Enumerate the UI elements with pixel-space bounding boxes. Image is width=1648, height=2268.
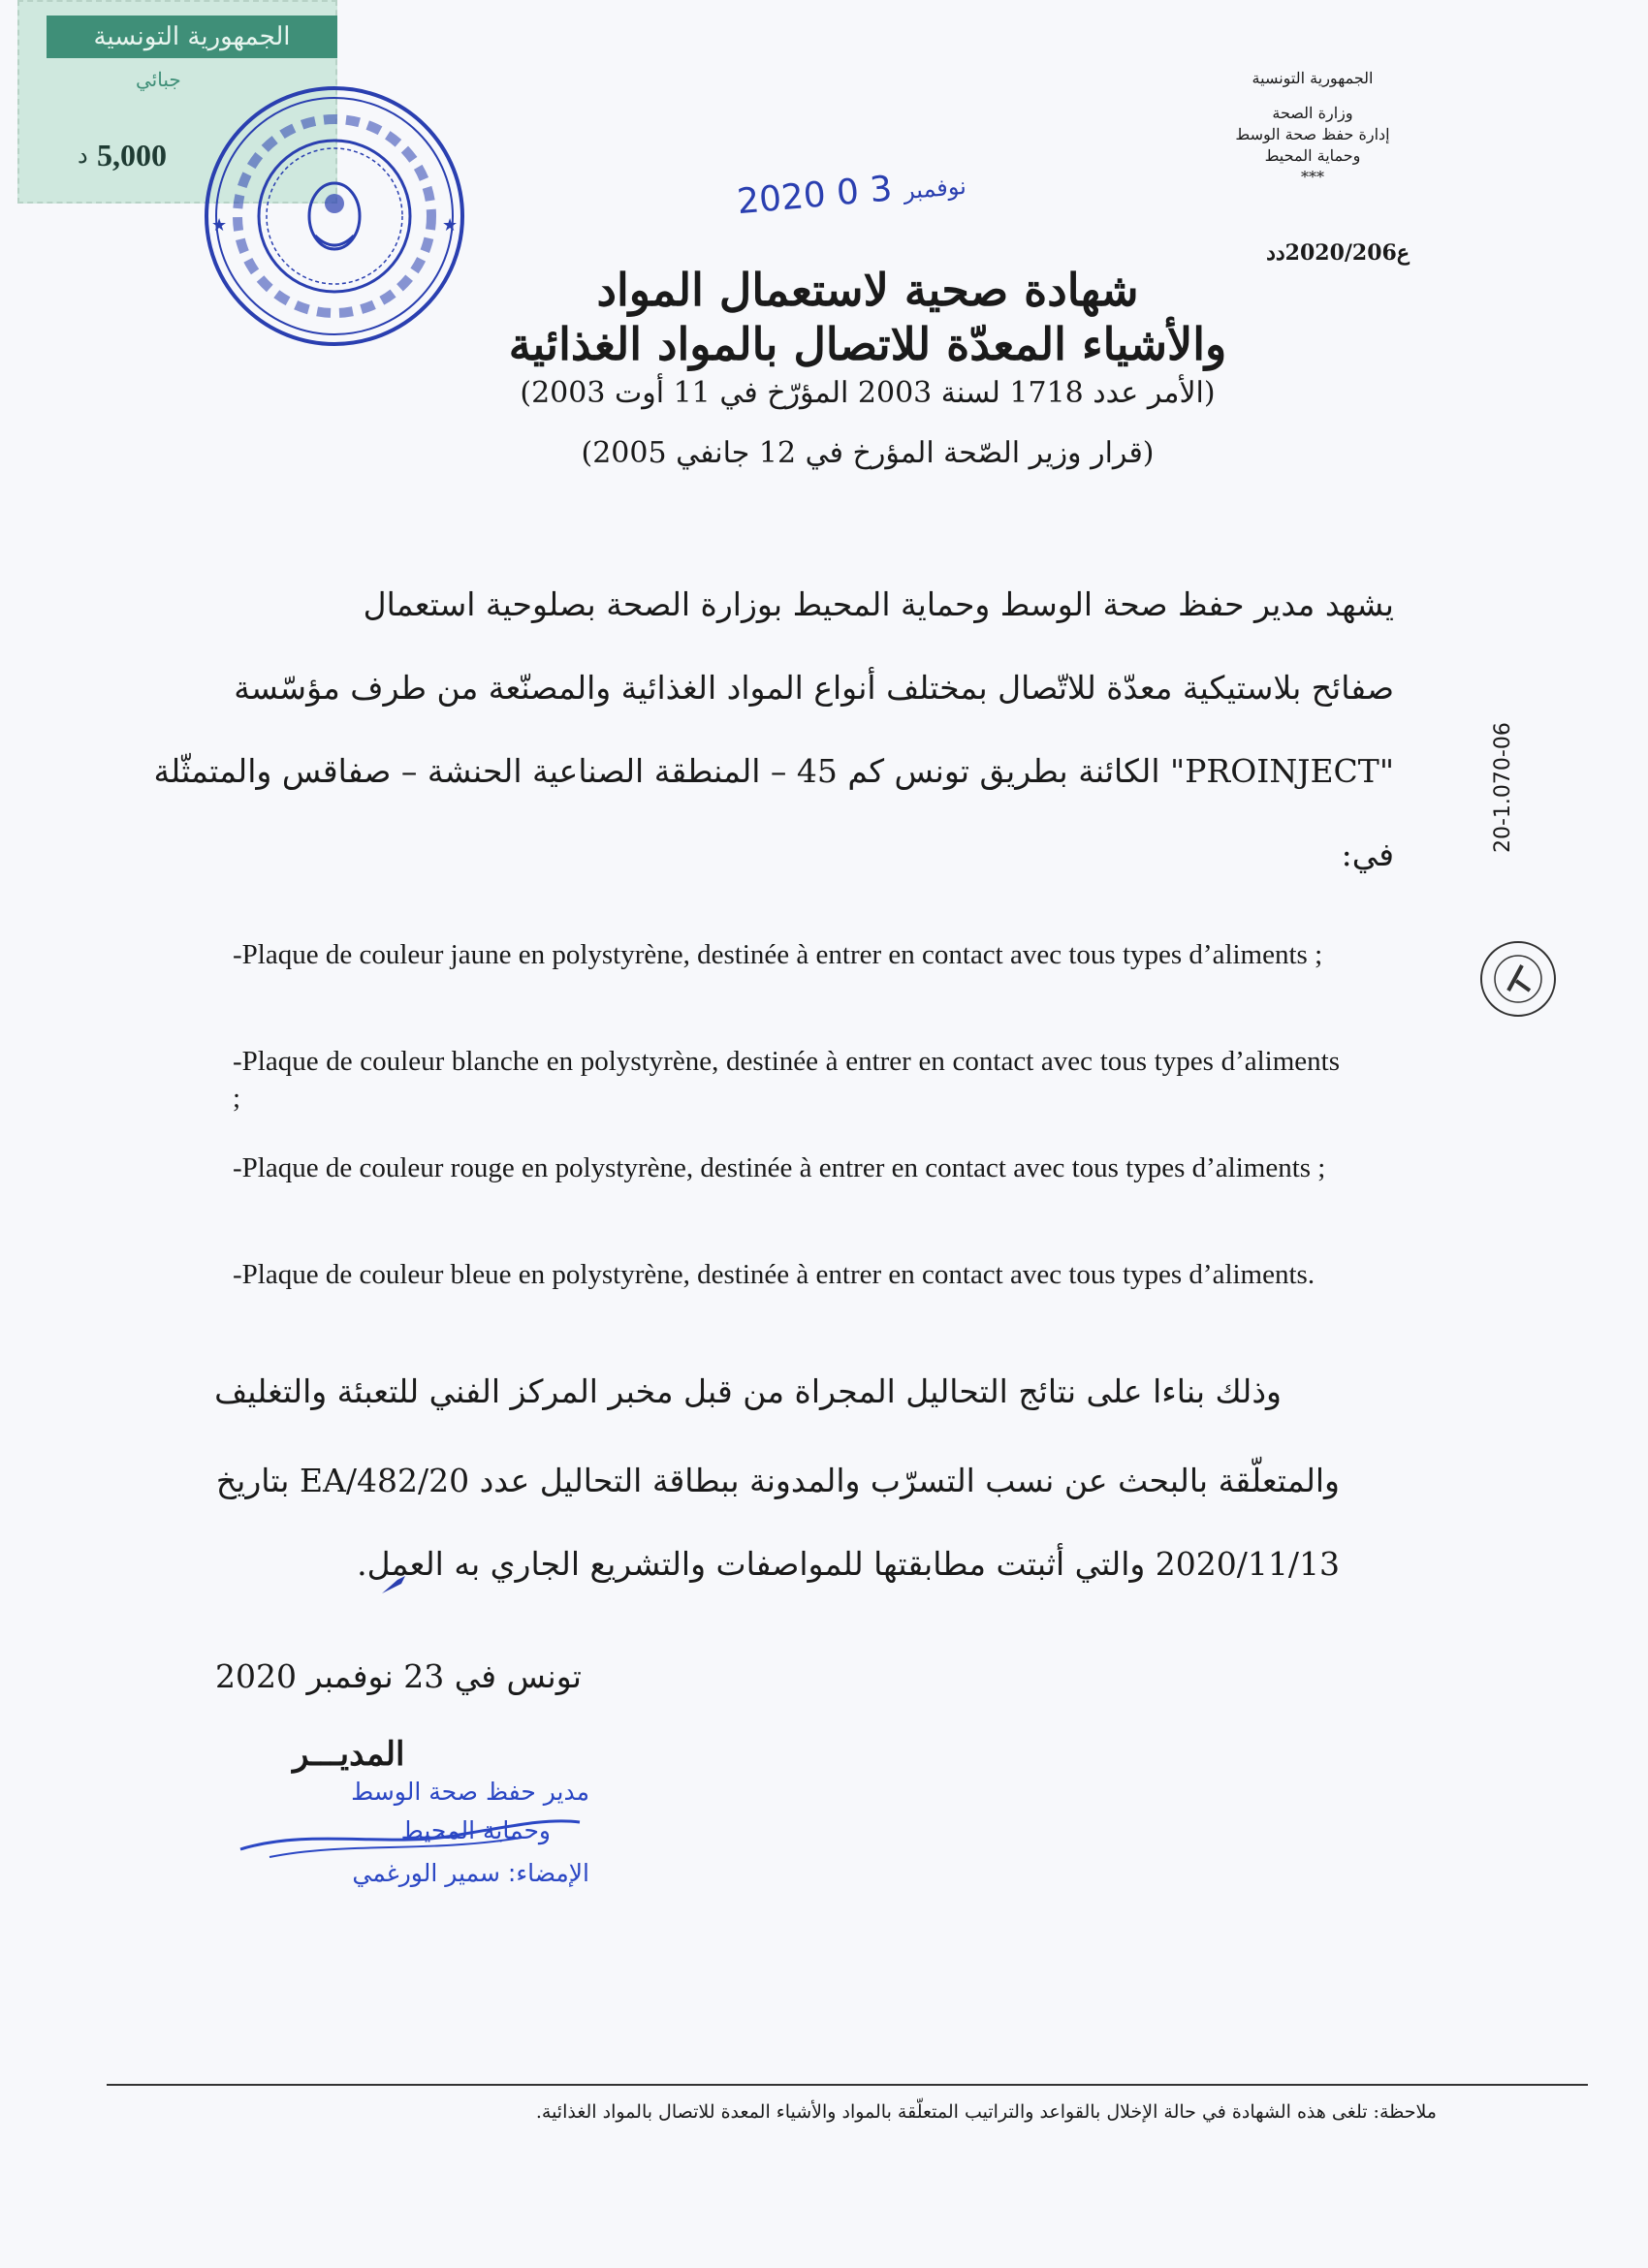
- ministry-name: وزارة الصحة: [1272, 104, 1353, 122]
- department-line-2: وحماية المحيط: [1264, 146, 1361, 165]
- department-line-1: إدارة حفظ صحة الوسط: [1235, 125, 1390, 143]
- handwritten-signature-icon: [231, 1799, 589, 1867]
- document-title-line-1: شهادة صحية لاستعمال المواد: [596, 264, 1139, 316]
- document-title-line-2: والأشياء المعدّة للاتصال بالمواد الغذائية: [508, 318, 1227, 370]
- date-stamp-month: نوفمبر: [902, 172, 967, 205]
- small-round-stamp-icon: [1477, 938, 1559, 1020]
- product-item: -Plaque de couleur jaune en polystyrène, destinée à entrer en contact avec tous types d’aliments ;: [233, 939, 1323, 970]
- received-date-stamp: [736, 163, 967, 222]
- pen-check-icon: [380, 1572, 411, 1597]
- analysis-line: وذلك بناءا على نتائج التحاليل المجراة من قبل مخبر المركز الفني للتعبئة والتغليف: [214, 1372, 1282, 1410]
- country-name: الجمهورية التونسية: [1252, 69, 1374, 87]
- footer-note: ملاحظة: تلغى هذه الشهادة في حالة الإخلال بالقواعد والتراتيب المتعلّقة بالمواد والأشياء المعدة للاتصال بالمواد الغذائية.: [535, 2101, 1437, 2123]
- signature-block: [231, 1770, 589, 1915]
- fiscal-stamp-value: 5,000: [97, 138, 167, 173]
- product-item: -Plaque de couleur rouge en polystyrène, destinée à entrer en contact avec tous types d’aliments ;: [233, 1152, 1326, 1183]
- signature-line-3: الإمضاء: سمير الورغمي: [352, 1859, 589, 1887]
- legal-reference-order: (قرار وزير الصّحة المؤرخ في 12 جانفي 2005): [581, 436, 1155, 470]
- date-stamp-year: 2020: [735, 174, 828, 223]
- analysis-line: 2020/11/13 والتي أثبتت مطابقتها للمواصفات والتشريع الجاري به العمل.: [357, 1545, 1340, 1583]
- issue-place-date: تونس في 23 نوفمبر 2020: [215, 1657, 582, 1695]
- body-line: في:: [1341, 835, 1394, 873]
- director-title: المديـــر: [293, 1735, 405, 1774]
- svg-text:★: ★: [211, 215, 228, 236]
- header-stars: ***: [1301, 168, 1324, 186]
- analysis-line: والمتعلّقة بالبحث عن نسب التسرّب والمدونة ببطاقة التحاليل عدد EA/482/20 بتاريخ: [215, 1462, 1340, 1499]
- signature-line-2: وحماية المحيط: [400, 1816, 551, 1844]
- body-line: "PROINJECT" الكائنة بطريق تونس كم 45 – المنطقة الصناعية الحنشة – صفاقس والمتمثّلة: [153, 752, 1394, 790]
- fiscal-stamp-band: الجمهورية التونسية: [47, 16, 337, 58]
- date-stamp-day: 3 0: [835, 169, 894, 214]
- issuer-header: [1206, 68, 1419, 188]
- signature-line-1: مدير حفظ صحة الوسط: [351, 1778, 589, 1806]
- body-line: يشهد مدير حفظ صحة الوسط وحماية المحيط بوزارة الصحة بصلوحية استعمال: [363, 585, 1394, 623]
- reference-number: ع2020/206دد: [1266, 240, 1410, 266]
- legal-reference-decree: (الأمر عدد 1718 لسنة 2003 المؤرّخ في 11 أوت 2003): [520, 376, 1216, 410]
- fiscal-stamp-currency: د: [78, 142, 88, 169]
- product-item: -Plaque de couleur blanche en polystyrène, destinée à entrer en contact avec tous types d’aliments ;: [233, 1046, 1340, 1114]
- product-item: -Plaque de couleur bleue en polystyrène, destinée à entrer en contact avec tous types d’aliments.: [233, 1259, 1315, 1290]
- fiscal-stamp-subtext: جبائي: [136, 68, 181, 91]
- side-reference-code: 20-1.070-06: [1491, 722, 1515, 853]
- svg-text:★: ★: [442, 215, 459, 236]
- body-line: صفائح بلاستيكية معدّة للاتّصال بمختلف أنواع المواد الغذائية والمصنّعة من طرف مؤسّسة: [234, 669, 1394, 707]
- footer-divider: [107, 2084, 1588, 2086]
